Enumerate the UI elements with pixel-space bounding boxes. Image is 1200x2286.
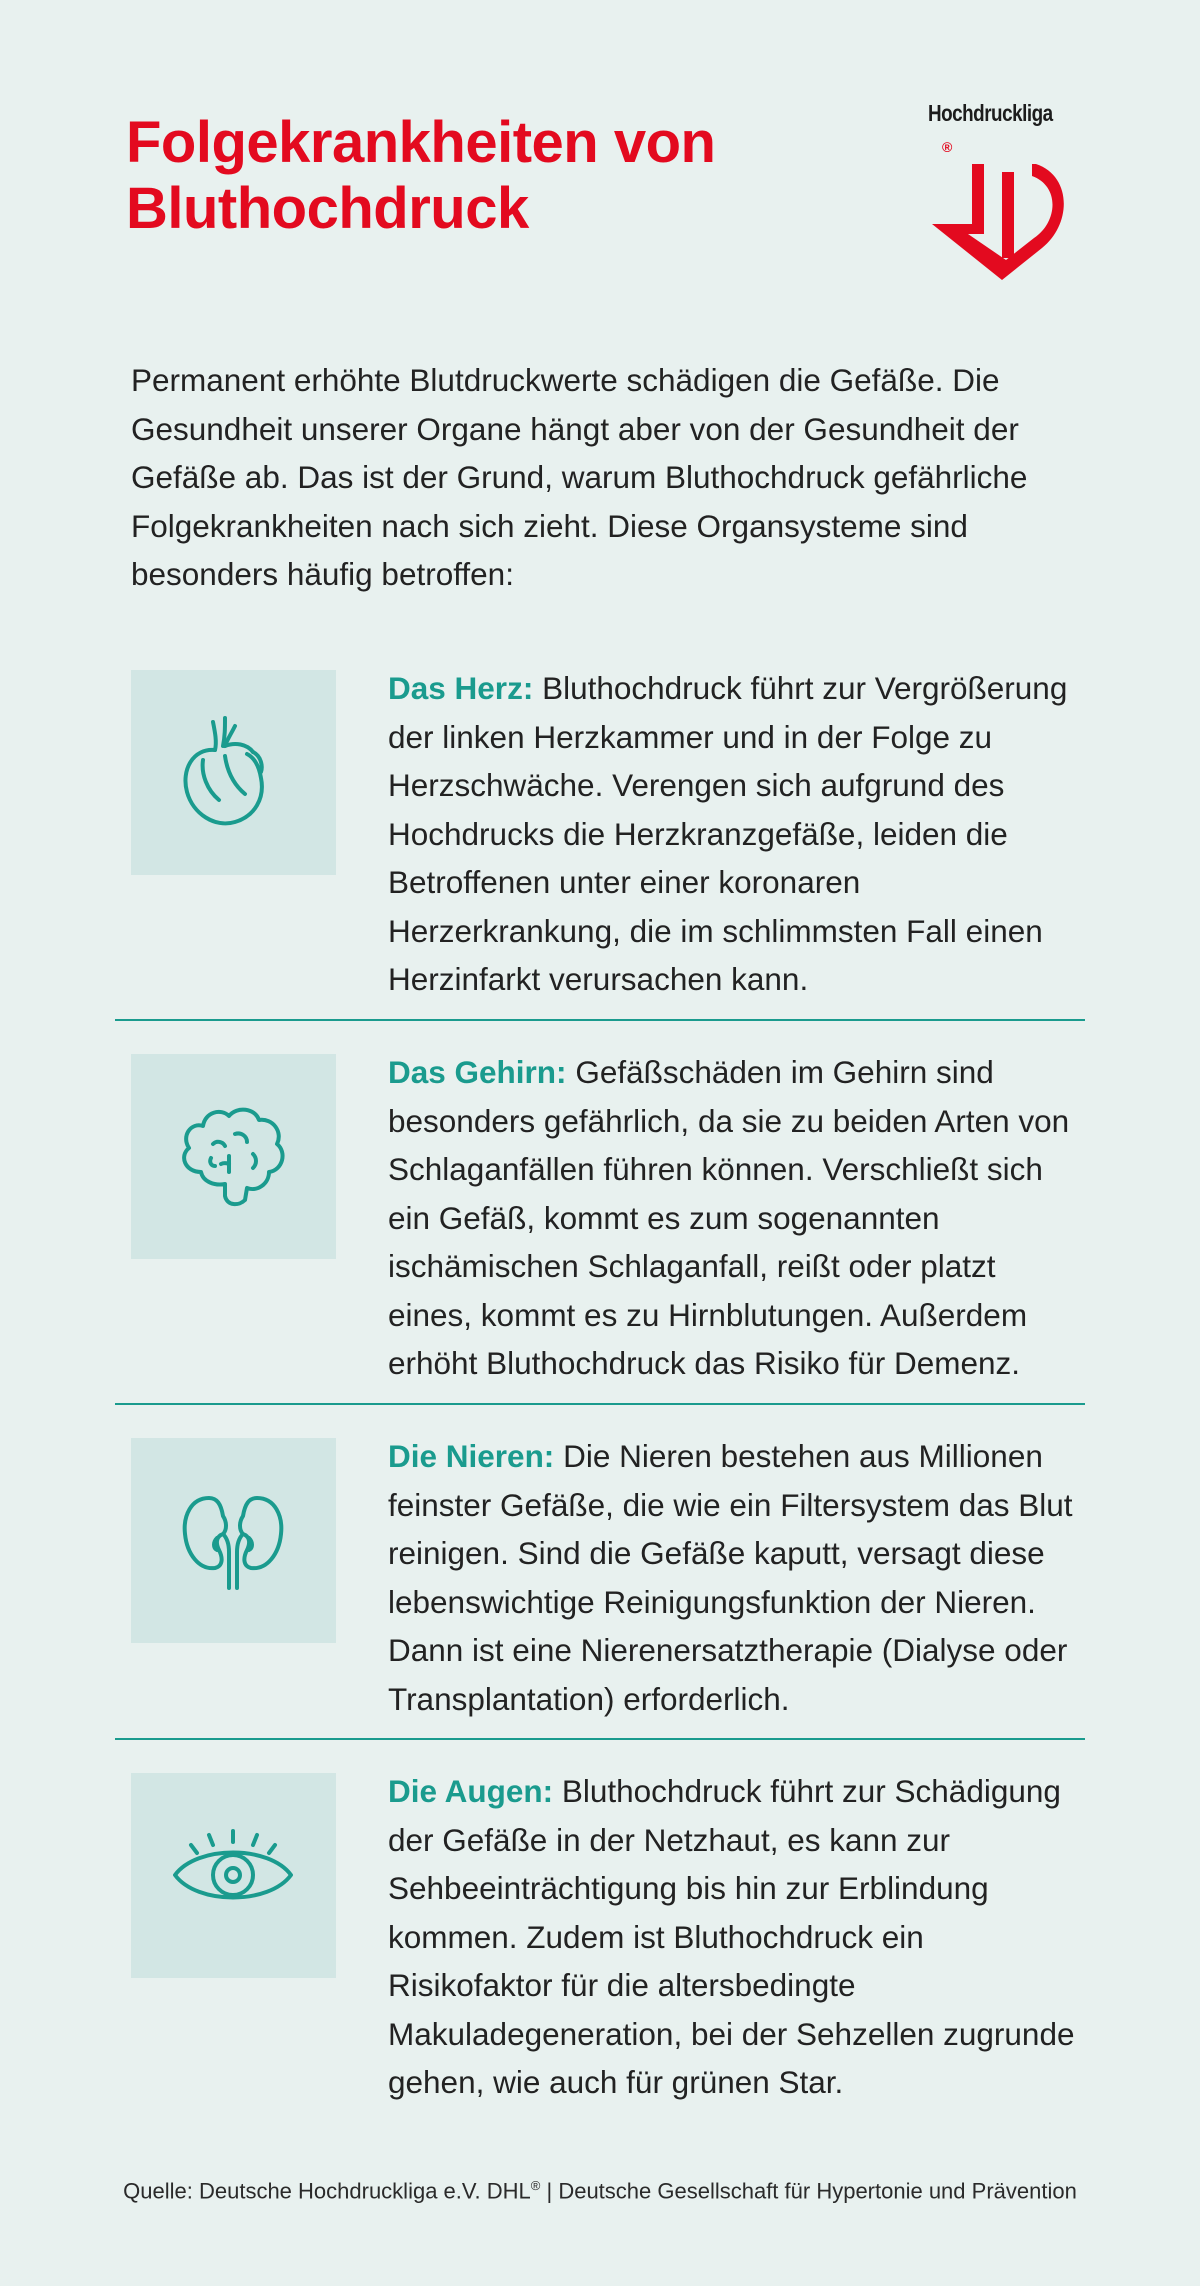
- section-kidneys-lead: Die Nieren:: [388, 1438, 555, 1474]
- title-line-1: Folgekrankheiten von: [126, 110, 716, 175]
- footer-part-1: Quelle: Deutsche Hochdruckliga e.V. DHL: [123, 2178, 531, 2204]
- intro-paragraph: Permanent erhöhte Blutdruckwerte schädigen die Gefäße. Die Gesundheit unserer Organe hängt aber von der Gesundheit der Gefäße ab. Das ist der Grund, warum Bluthochdruck gefährliche Folgekrankheiten nach sich zieht. Diese Organsysteme sind besonders häufig betroffen:: [131, 362, 1028, 592]
- section-eyes-body: Bluthochdruck führt zur Schädigung der Gefäße in der Netzhaut, es kann zur Sehbeeinträchtigung bis hin zur Erblindung kommen. Zudem ist Bluthochdruck ein Risikofaktor für die altersbedingte Makuladegeneration, bei der Sehzellen zugrunde gehen, wie auch für grünen Star.: [388, 1773, 1075, 2100]
- footer-registered: ®: [530, 2178, 541, 2193]
- section-eyes-lead: Die Augen:: [388, 1773, 554, 1809]
- kidneys-icon: [173, 1480, 293, 1600]
- brain-icon: [173, 1096, 293, 1216]
- footer-part-2: | Deutsche Gesellschaft für Hypertonie und Prävention: [540, 2178, 1077, 2204]
- section-heart-text: [388, 664, 1088, 1004]
- section-brain-text: [388, 1048, 1088, 1388]
- heart-icon: [173, 712, 293, 832]
- divider-2: [115, 1403, 1085, 1405]
- section-brain: [115, 1054, 1085, 1384]
- section-heart-body: Bluthochdruck führt zur Vergrößerung der linken Herzkammer und in der Folge zu Herzschwäche. Verengen sich aufgrund des Hochdrucks die Herzkranzgefäße, leiden die Betroffenen unter einer koronaren Herzerkrankung, die im schlimmsten Fall einen Herzinfarkt verursachen kann.: [388, 670, 1068, 997]
- section-eyes-text: [388, 1767, 1088, 2107]
- title-line-2: Bluthochdruck: [126, 176, 529, 241]
- divider-1: [115, 1019, 1085, 1021]
- logo-name: Hochdruckliga: [928, 100, 1053, 126]
- hochdruckliga-logo: [924, 100, 1084, 290]
- section-heart-lead: Das Herz:: [388, 670, 534, 706]
- heart-icon-box: [131, 670, 336, 875]
- brain-icon-box: [131, 1054, 336, 1259]
- divider-3: [115, 1738, 1085, 1740]
- page-title: [126, 110, 806, 242]
- logo-mark-icon: [924, 136, 1084, 286]
- source-footer: [0, 2178, 1200, 2204]
- eye-icon: [173, 1815, 293, 1935]
- section-heart: [115, 670, 1085, 1000]
- eye-icon-box: [131, 1773, 336, 1978]
- svg-text:®: ®: [942, 139, 953, 155]
- kidneys-icon-box: [131, 1438, 336, 1643]
- section-kidneys: [115, 1438, 1085, 1728]
- section-kidneys-body: Die Nieren bestehen aus Millionen feinster Gefäße, die wie ein Filtersystem das Blut reinigen. Sind die Gefäße kaputt, versagt diese lebenswichtige Reinigungsfunktion der Nieren. Dann ist eine Nierenersatztherapie (Dialyse oder Transplantation) erforderlich.: [388, 1438, 1073, 1717]
- section-kidneys-text: [388, 1432, 1088, 1723]
- section-brain-lead: Das Gehirn:: [388, 1054, 567, 1090]
- section-brain-body: Gefäßschäden im Gehirn sind besonders gefährlich, da sie zu beiden Arten von Schlaganfällen führen können. Verschließt sich ein Gefäß, kommt es zum sogenannten ischämischen Schlaganfall, reißt oder platzt eines, kommt es zu Hirnblutungen. Außerdem erhöht Bluthochdruck das Risiko für Demenz.: [388, 1054, 1070, 1381]
- section-eyes: [115, 1773, 1085, 2103]
